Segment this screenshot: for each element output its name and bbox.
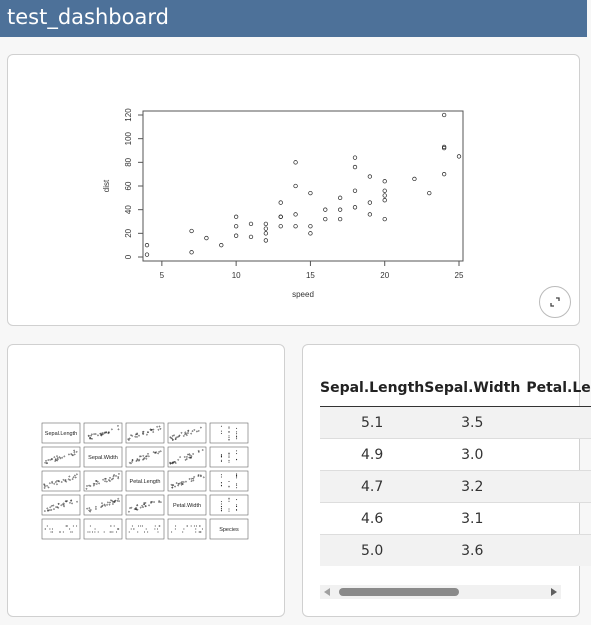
- data-point: [457, 155, 461, 159]
- data-point: [353, 206, 357, 210]
- pairs-point: [221, 426, 222, 427]
- pairs-point: [110, 526, 111, 527]
- table-cell: [520, 535, 590, 567]
- data-point: [264, 222, 268, 226]
- data-point: [249, 235, 253, 239]
- pairs-panel: [42, 519, 80, 539]
- pairs-point: [95, 529, 96, 530]
- pairs-point: [138, 526, 139, 527]
- pairs-point: [229, 511, 230, 512]
- data-point: [205, 236, 209, 240]
- expand-plot-button[interactable]: [539, 286, 571, 318]
- table-cell: 3.2: [424, 471, 520, 503]
- pairs-point: [118, 529, 119, 530]
- pairs-point: [51, 532, 52, 533]
- pairs-point: [70, 532, 71, 533]
- pairs-point: [229, 432, 230, 433]
- pairs-point: [236, 428, 237, 429]
- pairs-point: [236, 483, 237, 484]
- data-point: [279, 201, 283, 205]
- pairs-point: [221, 508, 222, 509]
- pairs-point: [183, 529, 184, 530]
- table-cell: 3.5: [424, 407, 520, 439]
- pairs-point: [236, 476, 237, 477]
- table-cell: 3.1: [424, 503, 520, 535]
- pairs-point: [89, 532, 90, 533]
- pairs-point: [221, 503, 222, 504]
- data-point: [279, 224, 283, 228]
- pairs-point: [236, 459, 237, 460]
- scrollbar-thumb[interactable]: [339, 588, 459, 596]
- pairs-point: [221, 474, 222, 475]
- pairs-point: [59, 532, 60, 533]
- pairs-point: [229, 427, 230, 428]
- pairs-panel: [126, 495, 164, 515]
- data-point: [309, 191, 313, 195]
- data-point: [219, 243, 223, 247]
- table-cell: [520, 439, 590, 471]
- pairs-panel: [168, 423, 206, 443]
- pairs-point: [69, 529, 70, 530]
- pairs-point: [236, 499, 237, 500]
- pairs-point: [76, 526, 77, 527]
- pairs-point: [236, 509, 237, 510]
- x-tick-label: 5: [159, 271, 165, 280]
- pairs-point: [229, 428, 230, 429]
- pairs-point: [98, 532, 99, 533]
- pairs-point: [171, 532, 172, 533]
- pairs-point: [116, 532, 117, 533]
- x-tick-label: 15: [305, 271, 315, 280]
- pairs-point: [221, 510, 222, 511]
- pairs-point: [229, 509, 230, 510]
- pairs-point: [175, 529, 176, 530]
- table-cell: [520, 407, 590, 439]
- pairs-point: [221, 485, 222, 486]
- pairs-point: [52, 532, 53, 533]
- pairs-point: [155, 526, 156, 527]
- data-point: [353, 165, 357, 169]
- y-axis-label: dist: [102, 179, 111, 193]
- y-tick-label: 80: [124, 157, 133, 167]
- column-header[interactable]: Sepal.Width: [424, 370, 520, 407]
- table-cell: 3.6: [424, 535, 520, 567]
- pairs-scatter-matrix: [8, 345, 284, 616]
- y-tick-label: 40: [124, 205, 133, 215]
- pairs-panel: [84, 471, 122, 491]
- pairs-point: [49, 529, 50, 530]
- pairs-point: [200, 532, 201, 533]
- y-tick-label: 60: [124, 181, 133, 191]
- pairs-point: [199, 532, 200, 533]
- pairs-point: [111, 532, 112, 533]
- data-point: [294, 224, 298, 228]
- pairs-variable-label: Petal.Length: [129, 479, 161, 485]
- pairs-point: [131, 529, 132, 530]
- x-tick-label: 10: [231, 271, 241, 280]
- pairs-point: [142, 526, 143, 527]
- x-axis-label: speed: [292, 290, 314, 299]
- data-point: [383, 198, 387, 202]
- data-point: [383, 189, 387, 193]
- table-cell: [520, 471, 590, 503]
- pairs-point: [221, 476, 222, 477]
- pairs-point: [191, 526, 192, 527]
- pairs-point: [159, 526, 160, 527]
- data-point: [309, 224, 313, 228]
- pairs-point: [114, 526, 115, 527]
- data-point: [368, 175, 372, 179]
- pairs-point: [194, 526, 195, 527]
- data-point: [442, 172, 446, 176]
- pairs-point: [90, 526, 91, 527]
- data-point: [294, 213, 298, 217]
- pairs-point: [229, 457, 230, 458]
- pairs-point: [229, 453, 230, 454]
- table-row: [320, 535, 591, 567]
- pairs-point: [73, 526, 74, 527]
- data-point: [413, 177, 417, 181]
- table-cell: 5.0: [320, 535, 424, 567]
- pairs-point: [229, 439, 230, 440]
- pairs-point: [236, 487, 237, 488]
- data-point: [234, 215, 238, 219]
- table-row: [320, 503, 591, 535]
- y-tick-label: 120: [124, 108, 133, 122]
- pairs-variable-label: Sepal.Width: [88, 455, 118, 461]
- pairs-point: [221, 456, 222, 457]
- pairs-point: [187, 526, 188, 527]
- pairs-point: [236, 506, 237, 507]
- x-tick-label: 25: [454, 271, 464, 280]
- pairs-point: [221, 506, 222, 507]
- pairs-point: [221, 460, 222, 461]
- pairs-point: [229, 486, 230, 487]
- data-point: [368, 201, 372, 205]
- pairs-point: [236, 453, 237, 454]
- data-point: [294, 161, 298, 165]
- pairs-point: [195, 529, 196, 530]
- pairs-point: [229, 481, 230, 482]
- x-tick-label: 20: [380, 271, 390, 280]
- speed-dist-scatter-plot: [8, 55, 579, 325]
- data-point: [264, 227, 268, 231]
- pairs-point: [182, 532, 183, 533]
- data-point: [353, 189, 357, 193]
- pairs-variable-label: Petal.Width: [172, 503, 202, 509]
- pairs-point: [221, 501, 222, 502]
- y-tick-label: 100: [124, 131, 133, 146]
- pairs-point: [236, 438, 237, 439]
- pairs-point: [236, 485, 237, 486]
- data-point: [338, 217, 342, 221]
- pairs-point: [94, 532, 95, 533]
- pairs-point: [45, 529, 46, 530]
- data-point: [234, 224, 238, 228]
- pairs-point: [66, 526, 67, 527]
- data-point: [294, 184, 298, 188]
- data-point: [264, 239, 268, 243]
- pairs-point: [110, 532, 111, 533]
- pairs-point: [221, 454, 222, 455]
- data-point: [383, 217, 387, 221]
- pairs-point: [154, 529, 155, 530]
- pairs-point: [67, 526, 68, 527]
- pairs-point: [221, 461, 222, 462]
- data-point: [383, 179, 387, 183]
- pairs-point: [146, 529, 147, 530]
- pairs-point: [147, 532, 148, 533]
- pairs-point: [236, 433, 237, 434]
- table-cell: [520, 503, 590, 535]
- pairs-point: [221, 482, 222, 483]
- data-point: [323, 217, 327, 221]
- iris-table: [320, 370, 591, 566]
- pairs-point: [202, 529, 203, 530]
- data-point: [279, 215, 283, 219]
- pairs-point: [236, 475, 237, 476]
- data-point: [338, 208, 342, 212]
- column-header[interactable]: Petal.Le: [520, 370, 590, 407]
- pairs-point: [221, 431, 222, 432]
- data-point: [190, 229, 194, 233]
- data-point: [309, 232, 313, 236]
- data-point: [353, 156, 357, 160]
- dashboard-title: test_dashboard: [7, 5, 169, 29]
- data-point: [145, 243, 149, 247]
- y-tick-label: 20: [124, 228, 133, 238]
- pairs-point: [229, 460, 230, 461]
- scroll-left-icon[interactable]: [324, 588, 330, 596]
- table-cell: 4.7: [320, 471, 424, 503]
- pairs-panel: [168, 447, 206, 467]
- data-point: [264, 232, 268, 236]
- pairs-point: [199, 526, 200, 527]
- pairs-point: [92, 532, 93, 533]
- pairs-point: [229, 437, 230, 438]
- data-table-card: [302, 344, 591, 617]
- data-point: [427, 191, 431, 195]
- pairs-point: [221, 433, 222, 434]
- pairs-point: [112, 532, 113, 533]
- pairs-panel: [42, 471, 80, 491]
- pairs-panel: [168, 519, 206, 539]
- data-point: [338, 196, 342, 200]
- pairs-point: [236, 431, 237, 432]
- data-point: [383, 194, 387, 198]
- pairs-point: [52, 529, 53, 530]
- y-tick-label: 0: [124, 254, 133, 260]
- pairs-point: [104, 532, 105, 533]
- expand-icon: [540, 287, 570, 317]
- pairs-panel: [126, 519, 164, 539]
- pairs-point: [229, 456, 230, 457]
- pairs-panel: [84, 423, 122, 443]
- pairs-point: [236, 474, 237, 475]
- pairs-panel: [168, 471, 206, 491]
- pairs-point: [129, 532, 130, 533]
- pairs-point: [144, 532, 145, 533]
- data-point: [368, 213, 372, 217]
- pairs-point: [229, 462, 230, 463]
- pairs-point: [132, 526, 133, 527]
- horizontal-scrollbar[interactable]: [320, 585, 561, 599]
- pairs-point: [87, 532, 88, 533]
- table-row: [320, 439, 591, 471]
- table-cell: 5.1: [320, 407, 424, 439]
- scatter-plot-card: [7, 54, 580, 326]
- pairs-point: [137, 532, 138, 533]
- column-header[interactable]: Sepal.Length: [320, 370, 424, 407]
- table-row: [320, 407, 591, 439]
- data-point: [190, 250, 194, 254]
- table-cell: 4.9: [320, 439, 424, 471]
- pairs-plot-card: [7, 344, 285, 617]
- pairs-point: [117, 529, 118, 530]
- data-point: [249, 222, 253, 226]
- pairs-point: [236, 436, 237, 437]
- scroll-right-icon[interactable]: [551, 588, 557, 596]
- pairs-point: [158, 532, 159, 533]
- pairs-variable-label: Sepal.Length: [44, 431, 78, 437]
- data-point: [234, 234, 238, 238]
- pairs-point: [236, 477, 237, 478]
- plot-frame: [143, 111, 463, 261]
- pairs-point: [229, 435, 230, 436]
- data-point: [145, 253, 149, 257]
- pairs-panel: [126, 447, 164, 467]
- pairs-point: [133, 529, 134, 530]
- table-cell: 3.0: [424, 439, 520, 471]
- pairs-point: [72, 532, 73, 533]
- table-cell: 4.6: [320, 503, 424, 535]
- pairs-variable-label: Species: [219, 527, 239, 533]
- app-header: [0, 0, 587, 37]
- pairs-point: [157, 529, 158, 530]
- pairs-point: [63, 532, 64, 533]
- pairs-point: [47, 526, 48, 527]
- pairs-point: [140, 526, 141, 527]
- table-header-row: [320, 370, 591, 407]
- pairs-panel: [126, 423, 164, 443]
- pairs-point: [229, 498, 230, 499]
- pairs-point: [195, 532, 196, 533]
- data-point: [323, 208, 327, 212]
- pairs-point: [236, 450, 237, 451]
- table-row: [320, 471, 591, 503]
- pairs-panel: [84, 519, 122, 539]
- data-point: [442, 113, 446, 117]
- pairs-point: [196, 526, 197, 527]
- pairs-point: [229, 501, 230, 502]
- pairs-point: [175, 526, 176, 527]
- pairs-point: [236, 504, 237, 505]
